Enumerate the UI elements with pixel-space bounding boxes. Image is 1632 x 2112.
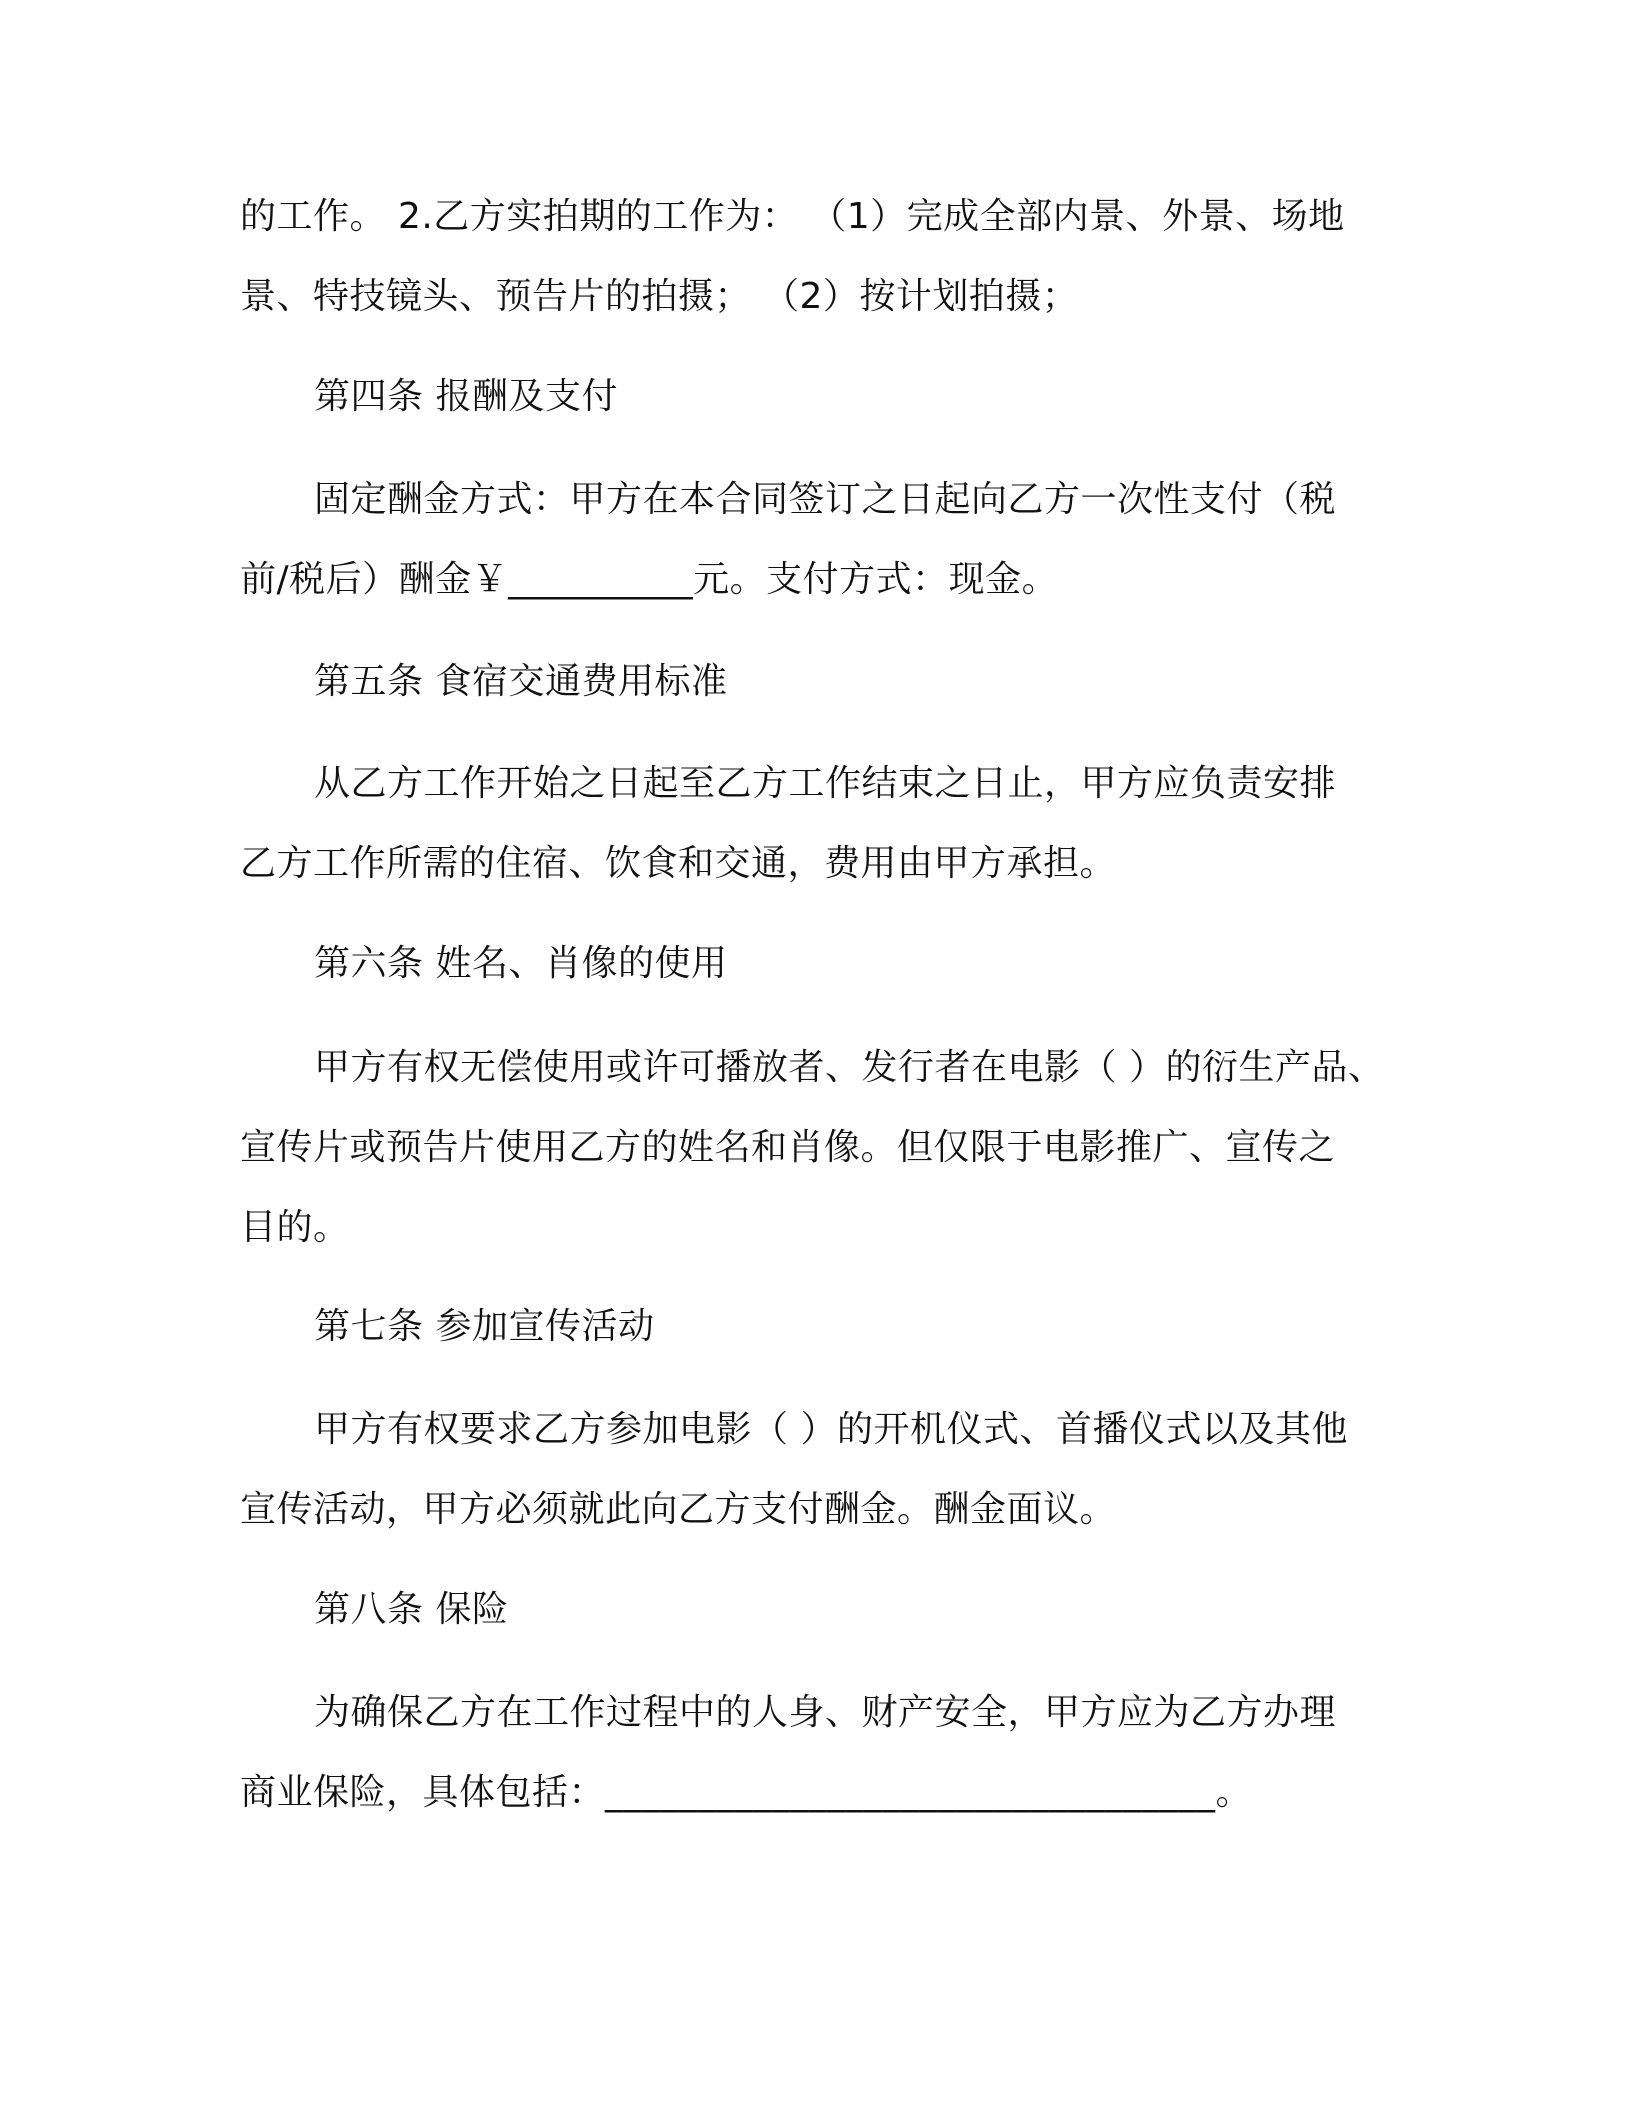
article-5-paragraph [240,744,1400,904]
article-6-paragraph [240,1028,1400,1268]
article-6-line-3: 目的。 [240,1207,350,1248]
article-8-line-1: 为确保乙方在工作过程中的人身、财产安全，甲方应为乙方办理 [314,1692,1337,1733]
article-7-line-1: 甲方有权要求乙方参加电影（ ）的开机仪式、首播仪式以及其他 [314,1409,1348,1450]
article-5-line-1: 从乙方工作开始之日起至乙方工作结束之日止，甲方应负责安排 [314,763,1337,804]
article-6-heading: 第六条 姓名、肖像的使用 [314,943,728,984]
article-5-heading: 第五条 食宿交通费用标准 [314,661,728,702]
intro-paragraph [240,177,1400,337]
article-5-line-2: 乙方工作所需的住宿、饮食和交通，费用由甲方承担。 [240,843,1117,884]
article-4-heading: 第四条 报酬及支付 [314,376,618,417]
article-8-paragraph [240,1673,1400,1833]
article-7-heading: 第七条 参加宣传活动 [314,1306,655,1347]
article-6-line-2: 宣传片或预告片使用乙方的姓名和肖像。但仅限于电影推广、宣传之 [240,1127,1336,1168]
article-7-line-2: 宣传活动，甲方必须就此向乙方支付酬金。酬金面议。 [240,1489,1117,1530]
article-6-line-1: 甲方有权无偿使用或许可播放者、发行者在电影（ ）的衍生产品、 [314,1047,1385,1088]
article-8-line-2: 商业保险，具体包括：_________________________________。 [240,1772,1253,1813]
intro-line-2: 景、特技镜头、预告片的拍摄； （2）按计划拍摄； [240,276,1079,317]
intro-line-1: 的工作。 2.乙方实拍期的工作为： （1）完成全部内景、外景、场地 [240,196,1345,237]
article-8-heading: 第八条 保险 [314,1589,509,1630]
article-7-paragraph [240,1390,1400,1550]
article-4-paragraph [240,460,1400,620]
article-4-line-1: 固定酬金方式：甲方在本合同签订之日起向乙方一次性支付（税 [314,479,1337,520]
article-4-line-2: 前/税后）酬金￥__________元。支付方式：现金。 [240,559,1059,600]
